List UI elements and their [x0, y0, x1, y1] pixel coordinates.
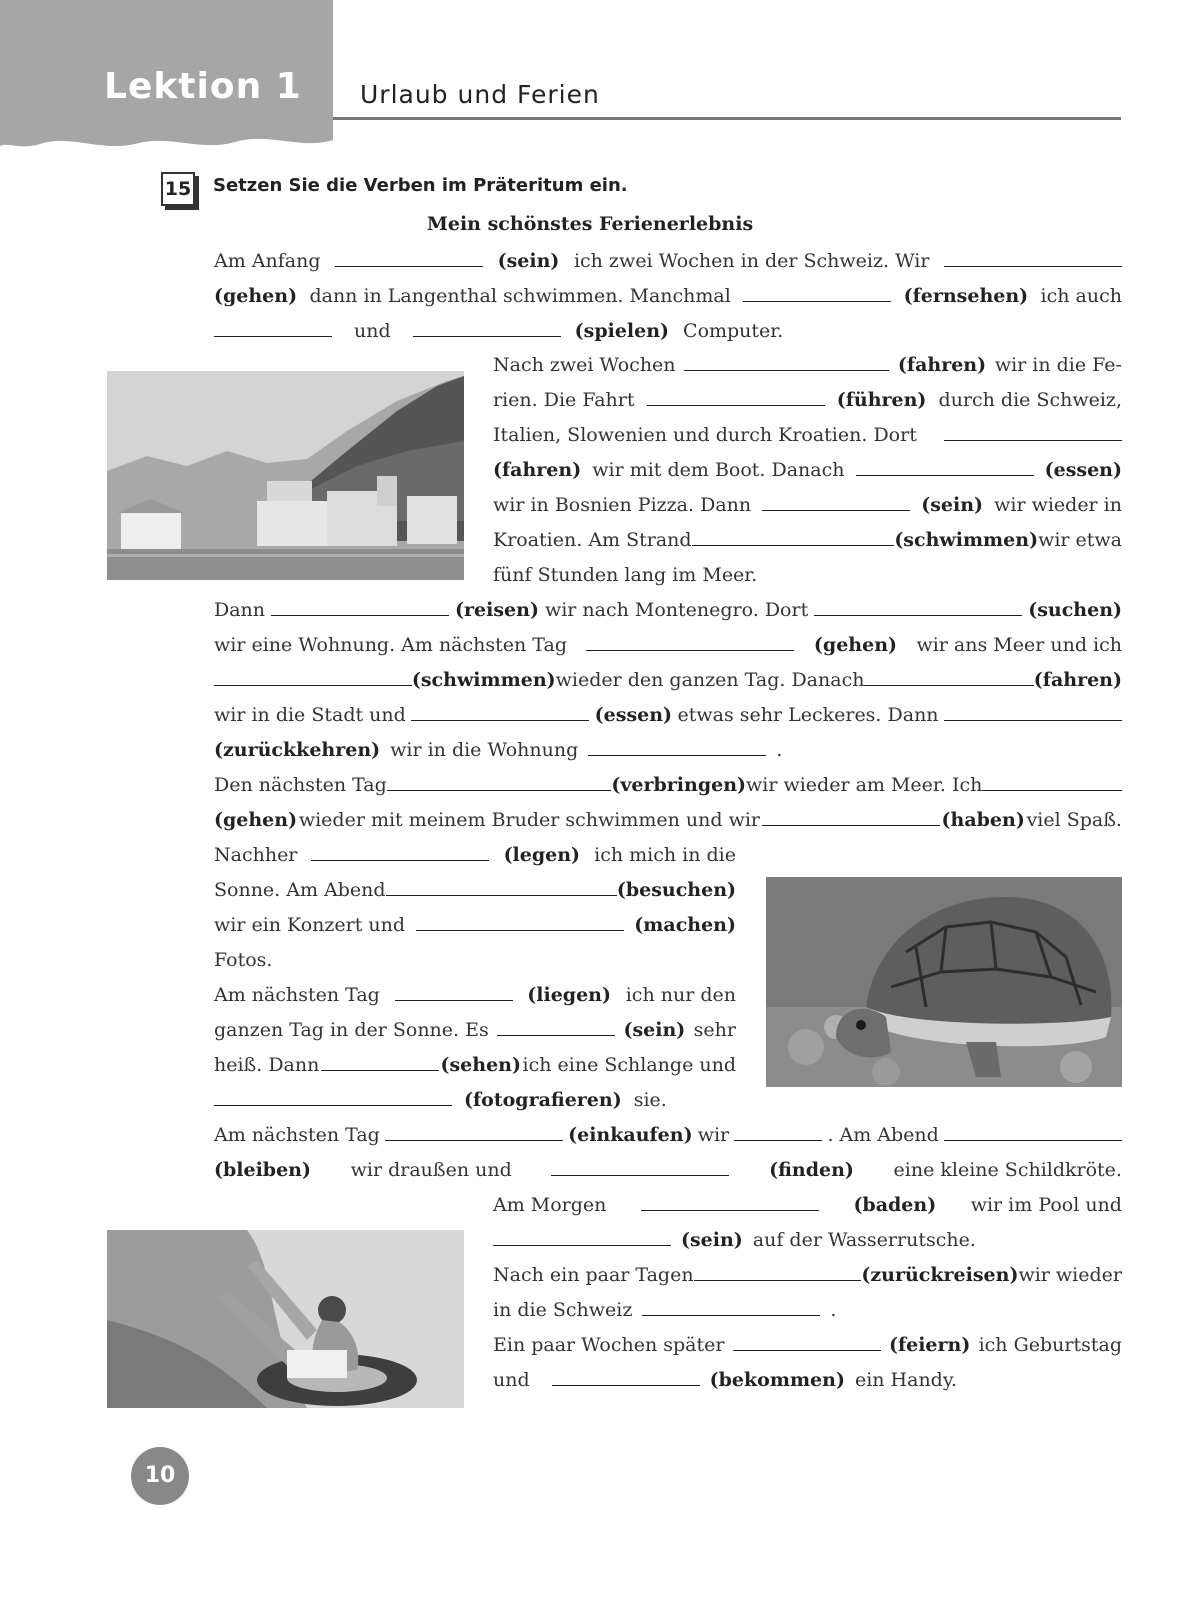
- blank-field[interactable]: [335, 244, 483, 267]
- blank-field[interactable]: [416, 908, 624, 931]
- blank-field[interactable]: [552, 1363, 700, 1386]
- page-number: 10: [131, 1447, 189, 1505]
- blank-field[interactable]: [497, 1013, 615, 1036]
- blank-field[interactable]: [684, 348, 889, 371]
- text-line: Italien, Slowenien und durch Kroatien. Dort: [493, 418, 1122, 452]
- text-line: ganzen Tag in der Sonne. Es (sein) sehr: [214, 1013, 736, 1047]
- blank-field[interactable]: [586, 628, 794, 651]
- text-line: Am Anfang (sein) ich zwei Wochen in der Schweiz. Wir: [214, 244, 1122, 278]
- text-line: fünf Stunden lang im Meer.: [493, 564, 758, 586]
- blank-field[interactable]: [214, 663, 412, 686]
- text-line: Kroatien. Am Strand (schwimmen) wir etwa: [493, 523, 1122, 557]
- text-line: wir in Bosnien Pizza. Dann (sein) wir wieder in: [493, 488, 1122, 522]
- blank-field[interactable]: [944, 418, 1122, 441]
- blank-field[interactable]: [814, 593, 1022, 616]
- blank-field[interactable]: [982, 768, 1122, 791]
- text-line: rien. Die Fahrt (führen) durch die Schweiz,: [493, 383, 1122, 417]
- text-line: in die Schweiz .: [493, 1293, 1122, 1327]
- exercise-instruction: Setzen Sie die Verben im Präteritum ein.: [213, 175, 628, 196]
- text-line: Den nächsten Tag (verbringen) wir wieder am Meer. Ich: [214, 768, 1122, 802]
- text-line: (fahren) wir mit dem Boot. Danach (essen): [493, 453, 1122, 487]
- blank-field[interactable]: [692, 523, 895, 546]
- text-line: Am nächsten Tag (einkaufen) wir . Am Abend: [214, 1118, 1122, 1152]
- text-line: (sein) auf der Wasserrutsche.: [493, 1223, 1122, 1257]
- text-line: Nach ein paar Tagen (zurückreisen) wir wieder: [493, 1258, 1122, 1292]
- turtle-photo: [766, 877, 1122, 1087]
- text-line: wir in die Stadt und (essen) etwas sehr Leckeres. Dann: [214, 698, 1122, 732]
- chapter-title: Urlaub und Ferien: [360, 80, 600, 109]
- text-line: Am nächsten Tag (liegen) ich nur den: [214, 978, 736, 1012]
- blank-field[interactable]: [214, 314, 332, 337]
- blank-field[interactable]: [385, 1118, 563, 1141]
- text-line: Nach zwei Wochen (fahren) wir in die Fe-: [493, 348, 1122, 382]
- text-line: (fotografieren) sie.: [214, 1083, 736, 1117]
- text-line: (schwimmen) wieder den ganzen Tag. Danach (fahren): [214, 663, 1122, 697]
- blank-field[interactable]: [413, 314, 561, 337]
- blank-field[interactable]: [386, 873, 617, 896]
- text-line: Sonne. Am Abend (besuchen): [214, 873, 736, 907]
- blank-field[interactable]: [762, 803, 940, 826]
- blank-field[interactable]: [694, 1258, 862, 1281]
- blank-field[interactable]: [411, 698, 589, 721]
- blank-field[interactable]: [734, 1118, 822, 1141]
- text-line: und (spielen) Computer.: [214, 314, 1122, 348]
- text-line: Am Morgen (baden) wir im Pool und: [493, 1188, 1122, 1222]
- blank-field[interactable]: [214, 1083, 452, 1106]
- text-line: wir eine Wohnung. Am nächsten Tag (gehen) wir ans Meer und ich: [214, 628, 1122, 662]
- text-line: Nachher (legen) ich mich in die: [214, 838, 736, 872]
- blank-field[interactable]: [271, 593, 449, 616]
- blank-field[interactable]: [856, 453, 1034, 476]
- header-rule: [333, 117, 1121, 120]
- blank-field[interactable]: [944, 698, 1122, 721]
- lesson-label: Lektion 1: [104, 66, 302, 107]
- text-line: Dann (reisen) wir nach Montenegro. Dort (suchen): [214, 593, 1122, 627]
- blank-field[interactable]: [864, 663, 1033, 686]
- blank-field[interactable]: [493, 1223, 671, 1246]
- coastal-village-photo: [107, 371, 464, 580]
- text-line: heiß. Dann (sehen) ich eine Schlange und: [214, 1048, 736, 1082]
- text-line: und (bekommen) ein Handy.: [493, 1363, 1122, 1397]
- blank-field[interactable]: [944, 1118, 1122, 1141]
- blank-field[interactable]: [387, 768, 612, 791]
- story-title: Mein schönstes Ferienerlebnis: [426, 213, 754, 235]
- text-line: Ein paar Wochen später (feiern) ich Geburtstag: [493, 1328, 1122, 1362]
- blank-field[interactable]: [321, 1048, 439, 1071]
- text-line: (zurückkehren) wir in die Wohnung .: [214, 733, 1122, 767]
- blank-field[interactable]: [743, 279, 891, 302]
- blank-field[interactable]: [395, 978, 513, 1001]
- blank-field[interactable]: [588, 733, 766, 756]
- blank-field[interactable]: [642, 1293, 820, 1316]
- text-line: (gehen) dann in Langenthal schwimmen. Manchmal (fernsehen) ich auch: [214, 279, 1122, 313]
- exercise-number: 15: [161, 172, 195, 206]
- blank-field[interactable]: [311, 838, 489, 861]
- text-line: (bleiben) wir draußen und (finden) eine kleine Schildkröte.: [214, 1153, 1122, 1187]
- blank-field[interactable]: [733, 1328, 881, 1351]
- blank-field[interactable]: [944, 244, 1122, 267]
- text-line: (gehen) wieder mit meinem Bruder schwimmen und wir (haben) viel Spaß.: [214, 803, 1122, 837]
- text-line: Fotos.: [214, 949, 273, 971]
- blank-field[interactable]: [762, 488, 910, 511]
- blank-field[interactable]: [551, 1153, 729, 1176]
- text-line: wir ein Konzert und (machen): [214, 908, 736, 942]
- water-slide-photo: [107, 1230, 464, 1408]
- blank-field[interactable]: [641, 1188, 819, 1211]
- blank-field[interactable]: [647, 383, 825, 406]
